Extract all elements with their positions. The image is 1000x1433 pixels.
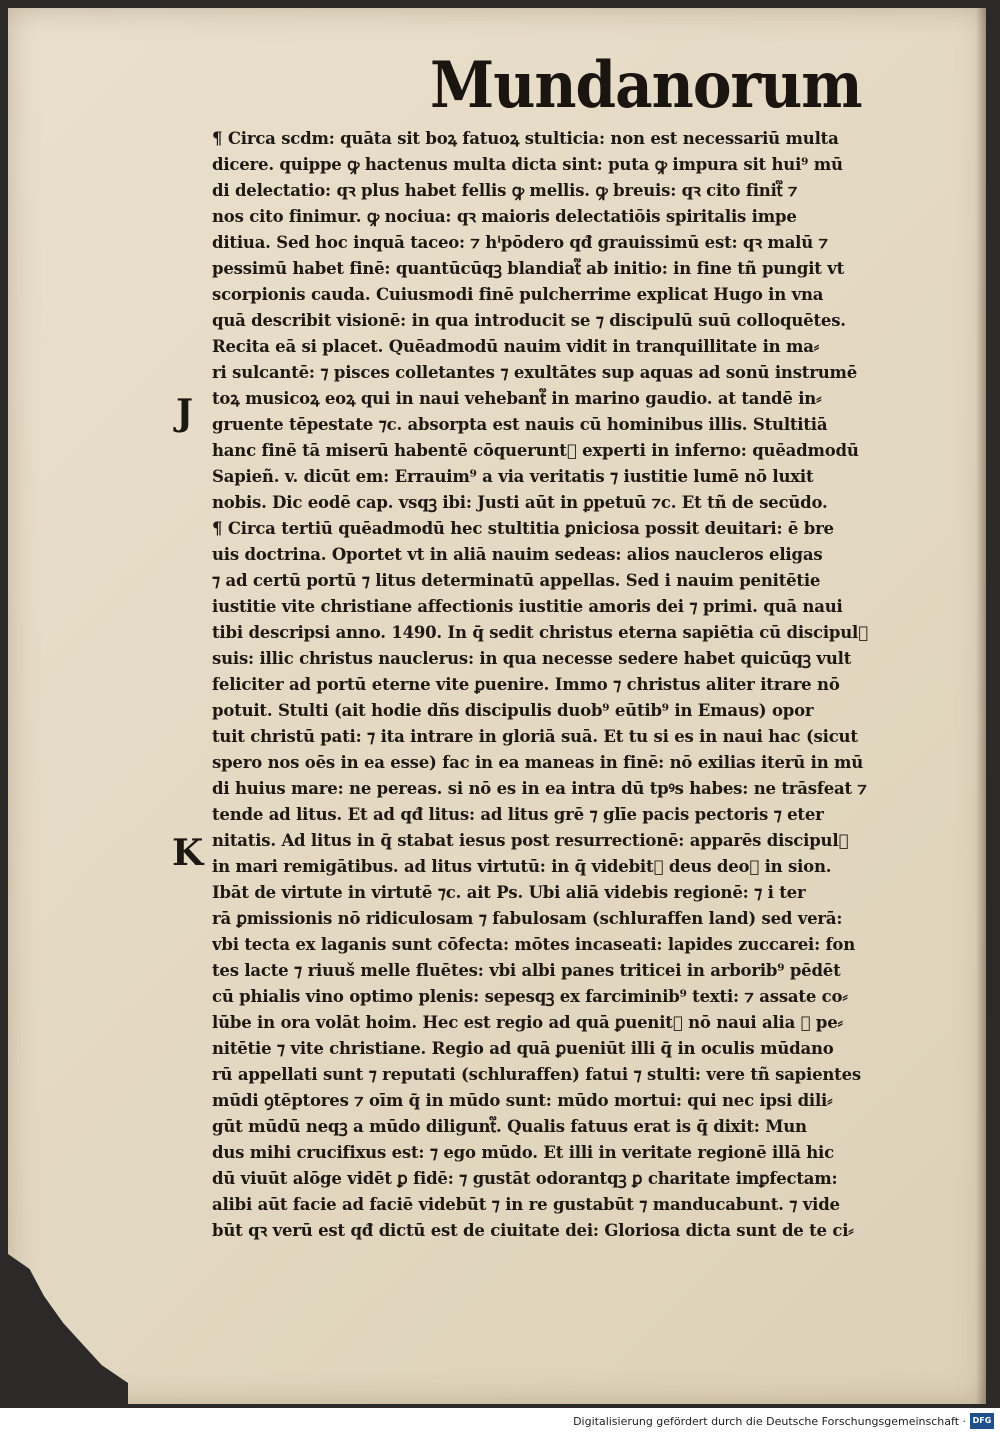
text-line: gūt mūdū neqꝫ a mūdo diligunt᷑. Qualis fatuus erat is q̄ dixit: Mun [212, 1117, 807, 1136]
page-corner-damage [8, 1254, 128, 1404]
text-line: toꝝ musicoꝝ eoꝝ qui in naui vehebant᷑ in marino gaudio. at tandē in⸗ [212, 389, 822, 408]
text-line: nos cito finimur. ꝙ nociua: qꝛ maioris delectatiōis spiritalis impe [212, 207, 797, 226]
signature-mark-k: K [172, 832, 204, 874]
running-title: Mundanorum [430, 47, 862, 123]
text-line: nitētie ⁊ vite christiane. Regio ad quā ꝑueniūt illi q̄ in oculis mūdano [212, 1039, 834, 1058]
text-line: tuit christū pati: ⁊ ita intrare in gloriā suā. Et tu si es in naui hac (sicut [212, 727, 858, 746]
text-line: alibi aūt facie ad faciē videbūt ⁊ in re gustabūt ⁊ manducabunt. ⁊ vide [212, 1195, 840, 1214]
text-line: hanc finē tā miserū habentē cōquerunt᷑ experti in inferno: quēadmodū [212, 441, 859, 460]
text-line: ⁊ ad certū portū ⁊ litus determinatū appellas. Sed i nauim penitētie [212, 571, 821, 590]
text-line: rū appellati sunt ⁊ reputati (schluraffen) fatui ⁊ stulti: vere tñ sapientes [212, 1065, 861, 1084]
text-line: nobis. Dic eodē cap. vsqꝫ ibi: Justi aūt in ꝑpetuū ⁊c. Et tñ de secūdo. [212, 493, 828, 512]
text-line: di huius mare: ne pereas. si nō es in ea intra dū tpꝰs habes: ne trāsfeat ⁊ [212, 779, 867, 798]
text-line: scorpionis cauda. Cuiusmodi finē pulcherrime explicat Hugo in vna [212, 285, 824, 304]
text-line: gruente tēpestate ⁊c. absorpta est nauis cū hominibus illis. Stultitiā [212, 415, 828, 434]
body-text [212, 126, 934, 1244]
text-line: di delectatio: qꝛ plus habet fellis ꝙ mellis. ꝙ breuis: qꝛ cito finit᷑ ⁊ [212, 181, 798, 200]
text-line: tes lacte ⁊ riuuš melle fluētes: vbi albi panes triticei in arborib⁹ pēdēt [212, 961, 841, 980]
text-line: dicere. quippe ꝙ hactenus multa dicta sint: puta ꝙ impura sit hui⁹ mū [212, 155, 843, 174]
text-line: pessimū habet finē: quantūcūqꝫ blandiat᷑ ab initio: in fine tñ pungit vt [212, 259, 845, 278]
text-line: ¶ Circa tertiū quēadmodū hec stultitia ꝑniciosa possit deuitari: ē bre [212, 519, 834, 538]
text-line: dū viuūt alōge vidēt ꝑ fidē: ⁊ gustāt odorantqꝫ ꝑ charitate imꝑfectam: [212, 1169, 838, 1188]
text-line: iustitie vite christiane affectionis iustitie amoris dei ⁊ primi. quā naui [212, 597, 843, 616]
text-line: in mari remigātibus. ad litus virtutū: in q̄ videbit᷑ deus deoꝝ in sion. [212, 857, 832, 876]
text-line: tende ad litus. Et ad qđ litus: ad litus grē ⁊ glīe pacis pectoris ⁊ eter [212, 805, 824, 824]
text-line: Ibāt de virtute in virtutē ⁊c. ait Ps. Ubi aliā videbis regionē: ⁊ i ter [212, 883, 806, 902]
text-line: rā ꝑmissionis nō ridiculosam ⁊ fabulosam (schluraffen land) sed verā: [212, 909, 843, 928]
text-line: suis: illic christus nauclerus: in qua necesse sedere habet quicūqꝫ vult [212, 649, 852, 668]
text-line: quā describit visionē: in qua introducit se ⁊ discipulū suū colloquētes. [212, 311, 846, 330]
text-line: tibi descripsi anno. 1490. In q̄ sedit christus eterna sapiētia cū discipul᷑ [212, 623, 869, 642]
text-line: ditiua. Sed hoc inquā taceo: ⁊ hⁱpōdero qđ grauissimū est: qꝛ malū ⁊ [212, 233, 828, 252]
text-line: ri sulcantē: ⁊ pisces colletantes ⁊ exultātes sup aquas ad sonū instrumē [212, 363, 858, 382]
text-line: nitatis. Ad litus in q̄ stabat iesus post resurrectionē: apparēs discipul᷑ [212, 831, 849, 850]
funding-notice: Digitalisierung gefördert durch die Deutsche Forschungsgemeinschaft · [573, 1415, 966, 1428]
text-line: dus mihi crucifixus est: ⁊ ego mūdo. Et illi in veritate regionē illā hic [212, 1143, 834, 1162]
text-line: cū phialis vino optimo plenis: sepesqꝫ ex farciminib⁹ texti: ⁊ assate co⸗ [212, 987, 848, 1006]
text-line: vbi tecta ex laganis sunt cōfecta: mōtes incaseati: lapides zuccarei: fon [212, 935, 856, 954]
dfg-logo-icon: DFG [970, 1413, 994, 1429]
text-line: lūbe in ora volāt hoim. Hec est regio ad quā ꝑuenit᷑ nō naui alia ꝙ pe⸗ [212, 1013, 843, 1032]
signature-mark-j: J [176, 392, 194, 434]
text-line: uis doctrina. Oportet vt in aliā nauim sedeas: alios naucleros eligas [212, 545, 823, 564]
text-line: potuit. Stulti (ait hodie dñs discipulis duob⁹ eūtib⁹ in Emaus) opor [212, 701, 814, 720]
text-line: spero nos oēs in ea esse) fac in ea maneas in finē: nō exilias iterū in mū [212, 753, 864, 772]
text-line: feliciter ad portū eterne vite ꝑuenire. Immo ⁊ christus aliter itrare nō [212, 675, 840, 694]
text-line: ¶ Circa scdm: quāta sit boꝝ fatuoꝝ stulticia: non est necessariū multa [212, 129, 839, 148]
text-line: Sapieñ. v. dicūt em: Errauim⁹ a via veritatis ⁊ iustitie lumē nō luxit [212, 467, 814, 486]
text-line: būt qꝛ verū est qđ dictū est de ciuitate dei: Gloriosa dicta sunt de te ci⸗ [212, 1221, 854, 1240]
text-line: Recita eā si placet. Quēadmodū nauim vidit in tranquillitate in ma⸗ [212, 337, 820, 356]
text-line: mūdi ꝯtēptores ⁊ oīm q̄ in mūdo sunt: mūdo mortui: qui nec ipsi dili⸗ [212, 1091, 833, 1110]
